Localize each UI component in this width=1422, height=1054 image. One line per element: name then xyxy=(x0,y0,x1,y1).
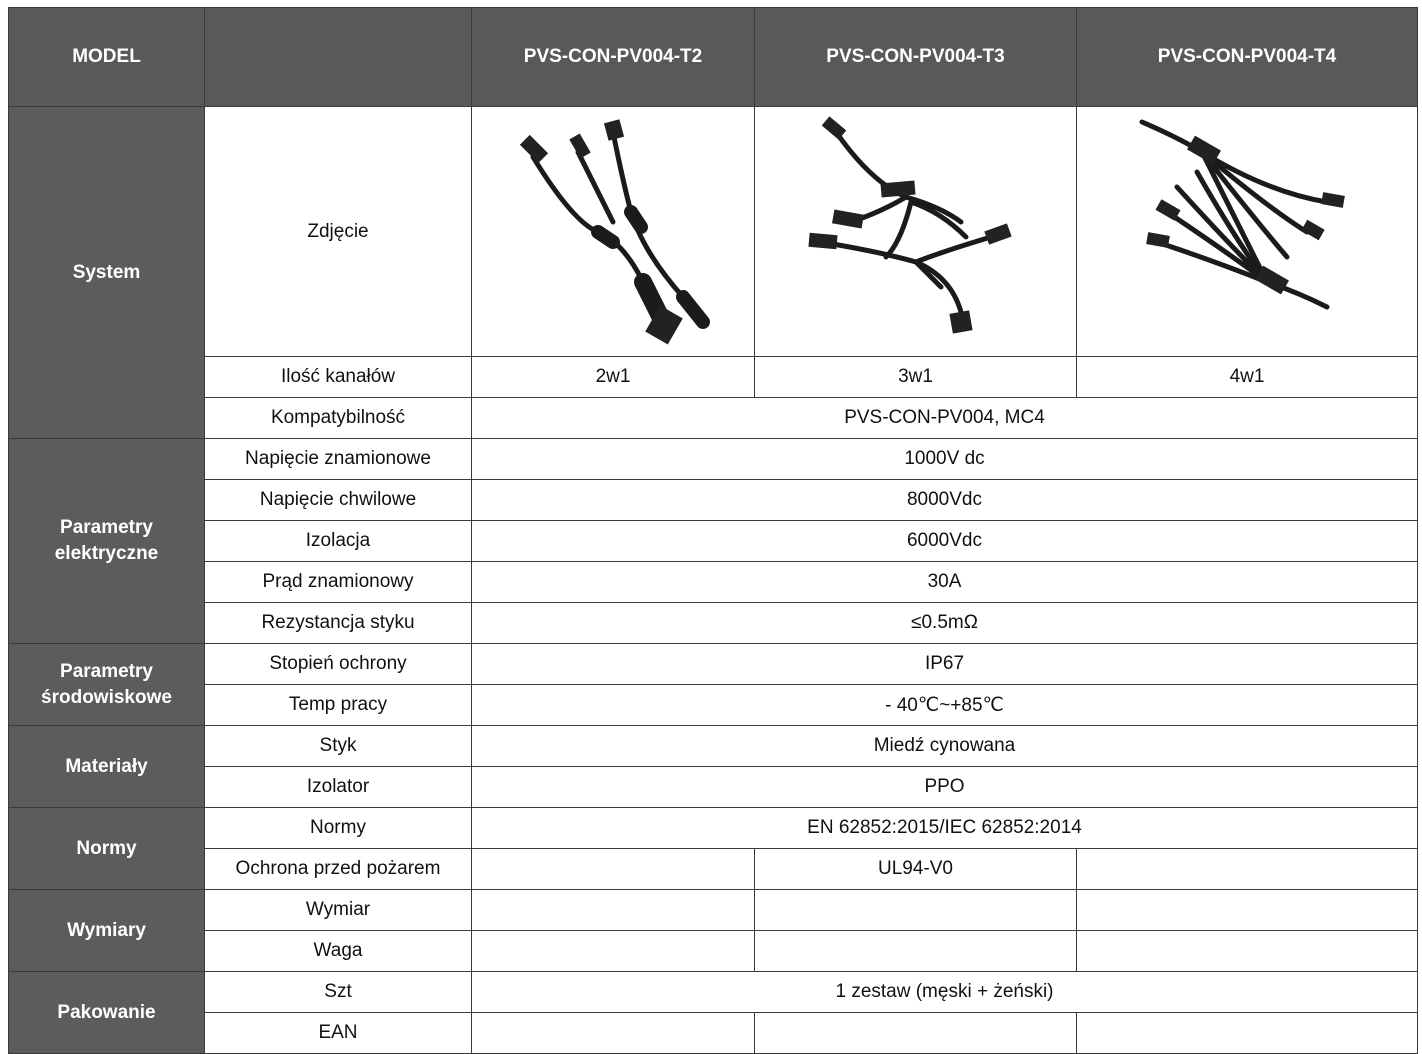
weight-row xyxy=(9,931,1418,972)
fire-row xyxy=(9,849,1418,890)
temperature-row xyxy=(9,685,1418,726)
photo-row xyxy=(9,107,1418,357)
surge-voltage-value: 8000Vdc xyxy=(472,480,1418,521)
rated-voltage-label: Napięcie znamionowe xyxy=(205,439,472,480)
weight-label: Waga xyxy=(205,931,472,972)
rated-current-label: Prąd znamionowy xyxy=(205,562,472,603)
group-packaging: Pakowanie xyxy=(9,972,205,1054)
header-row xyxy=(9,8,1418,107)
temperature-label: Temp pracy xyxy=(205,685,472,726)
channels-t2: 2w1 xyxy=(472,357,755,398)
size-t4 xyxy=(1077,890,1418,931)
fire-t2 xyxy=(472,849,755,890)
norms-label: Normy xyxy=(205,808,472,849)
rated-current-row xyxy=(9,562,1418,603)
norms-row xyxy=(9,808,1418,849)
temperature-value: - 40℃~+85℃ xyxy=(472,685,1418,726)
insulator-label: Izolator xyxy=(205,767,472,808)
blank-header xyxy=(205,8,472,107)
group-dimensions: Wymiary xyxy=(9,890,205,972)
contact-resistance-row xyxy=(9,603,1418,644)
group-system: System xyxy=(9,107,205,439)
channels-label: Ilość kanałów xyxy=(205,357,472,398)
weight-t3 xyxy=(755,931,1077,972)
protection-row xyxy=(9,644,1418,685)
ean-label: EAN xyxy=(205,1013,472,1054)
ean-row xyxy=(9,1013,1418,1054)
group-materials: Materiały xyxy=(9,726,205,808)
size-label: Wymiar xyxy=(205,890,472,931)
y-branch-connector-3to1-icon xyxy=(791,112,1041,352)
protection-value: IP67 xyxy=(472,644,1418,685)
compat-label: Kompatybilność xyxy=(205,398,472,439)
ean-t3 xyxy=(755,1013,1077,1054)
model-header: MODEL xyxy=(9,8,205,107)
channels-t4: 4w1 xyxy=(1077,357,1418,398)
group-electrical: Parametry elektryczne xyxy=(9,439,205,644)
protection-label: Stopień ochrony xyxy=(205,644,472,685)
surge-voltage-label: Napięcie chwilowe xyxy=(205,480,472,521)
photo-t2 xyxy=(472,107,755,357)
contact-resistance-label: Rezystancja styku xyxy=(205,603,472,644)
group-environment: Parametry środowiskowe xyxy=(9,644,205,726)
size-t3 xyxy=(755,890,1077,931)
pieces-value: 1 zestaw (męski + żeński) xyxy=(472,972,1418,1013)
compat-value: PVS-CON-PV004, MC4 xyxy=(472,398,1418,439)
fire-label: Ochrona przed pożarem xyxy=(205,849,472,890)
y-branch-connector-2to1-icon xyxy=(503,112,723,352)
spec-table xyxy=(8,7,1418,1054)
insulation-label: Izolacja xyxy=(205,521,472,562)
photo-t4 xyxy=(1077,107,1418,357)
contact-value: Miedź cynowana xyxy=(472,726,1418,767)
insulator-row xyxy=(9,767,1418,808)
ean-t4 xyxy=(1077,1013,1418,1054)
model-t4-header: PVS-CON-PV004-T4 xyxy=(1077,8,1418,107)
size-row xyxy=(9,890,1418,931)
photo-label: Zdjęcie xyxy=(205,107,472,357)
insulation-value: 6000Vdc xyxy=(472,521,1418,562)
norms-value: EN 62852:2015/IEC 62852:2014 xyxy=(472,808,1418,849)
model-t3-header: PVS-CON-PV004-T3 xyxy=(755,8,1077,107)
insulation-row xyxy=(9,521,1418,562)
weight-t2 xyxy=(472,931,755,972)
rated-voltage-row xyxy=(9,439,1418,480)
compat-row xyxy=(9,398,1418,439)
fire-t4 xyxy=(1077,849,1418,890)
channels-row xyxy=(9,357,1418,398)
surge-voltage-row xyxy=(9,480,1418,521)
y-branch-connector-4to1-icon xyxy=(1117,112,1377,352)
channels-t3: 3w1 xyxy=(755,357,1077,398)
contact-row xyxy=(9,726,1418,767)
model-t2-header: PVS-CON-PV004-T2 xyxy=(472,8,755,107)
weight-t4 xyxy=(1077,931,1418,972)
rated-current-value: 30A xyxy=(472,562,1418,603)
fire-t3: UL94-V0 xyxy=(755,849,1077,890)
insulator-value: PPO xyxy=(472,767,1418,808)
pieces-row xyxy=(9,972,1418,1013)
ean-t2 xyxy=(472,1013,755,1054)
rated-voltage-value: 1000V dc xyxy=(472,439,1418,480)
size-t2 xyxy=(472,890,755,931)
contact-label: Styk xyxy=(205,726,472,767)
photo-t3 xyxy=(755,107,1077,357)
pieces-label: Szt xyxy=(205,972,472,1013)
group-standards: Normy xyxy=(9,808,205,890)
contact-resistance-value: ≤0.5mΩ xyxy=(472,603,1418,644)
